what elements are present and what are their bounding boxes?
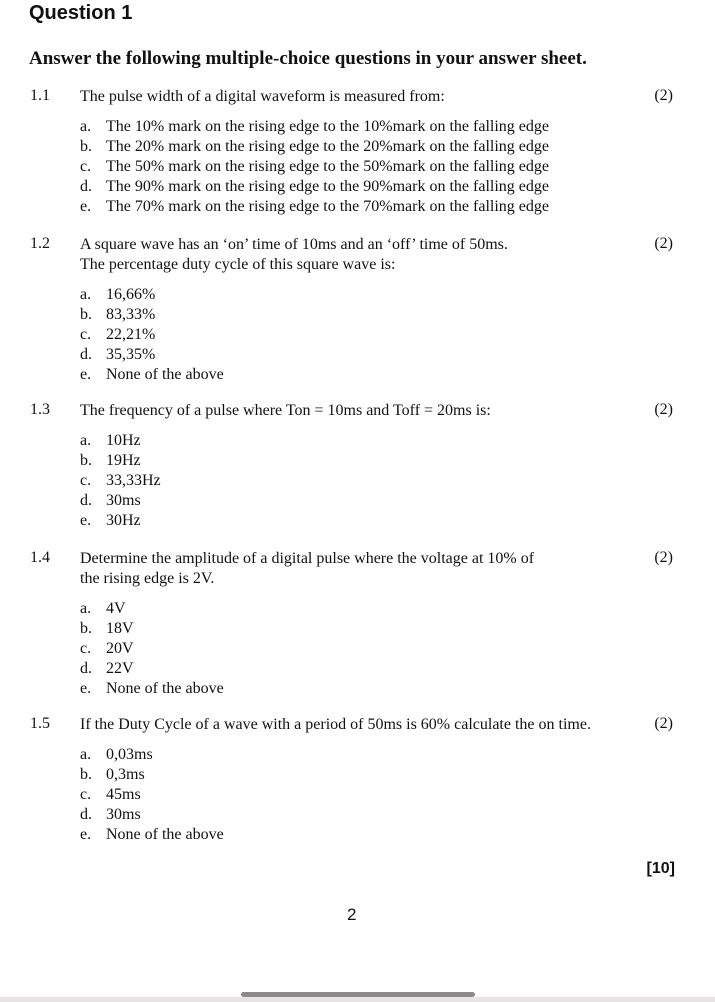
question-line: The frequency of a pulse where Ton = 10ms and Toff = 20ms is: xyxy=(80,402,491,419)
option-letter: e. xyxy=(80,512,92,529)
question-line: A square wave has an ‘on’ time of 10ms and an ‘off’ time of 50ms. xyxy=(80,236,508,253)
question-text xyxy=(80,87,445,107)
option xyxy=(80,117,549,137)
question-line: The percentage duty cycle of this square wave is: xyxy=(80,256,396,273)
question-text xyxy=(80,549,534,589)
page-number: 2 xyxy=(347,905,357,924)
option-text: 4V xyxy=(106,600,126,617)
options-list xyxy=(80,285,224,385)
option-text: 0,3ms xyxy=(106,766,145,783)
option xyxy=(80,765,224,785)
question-number: 1.1 xyxy=(30,87,50,104)
option-letter: d. xyxy=(80,346,92,363)
option-letter: b. xyxy=(80,306,92,323)
option-letter: e. xyxy=(80,826,92,843)
option xyxy=(80,177,549,197)
option-letter: a. xyxy=(80,118,92,135)
option-letter: a. xyxy=(80,600,92,617)
options-list xyxy=(80,745,224,845)
section-heading: Question 1 xyxy=(29,2,133,24)
option-text: The 20% mark on the rising edge to the 20%mark on the falling edge xyxy=(106,138,549,155)
option-text: The 50% mark on the rising edge to the 50%mark on the falling edge xyxy=(106,158,549,175)
question-number: 1.2 xyxy=(30,235,50,252)
option-text: 10Hz xyxy=(106,432,141,449)
option xyxy=(80,659,224,679)
option-text: None of the above xyxy=(106,680,224,697)
question-line: the rising edge is 2V. xyxy=(80,570,215,587)
option-letter: d. xyxy=(80,492,92,509)
option-text: 22V xyxy=(106,660,134,677)
option xyxy=(80,805,224,825)
question-marks: (2) xyxy=(654,715,673,732)
option xyxy=(80,197,549,217)
option-text: 30ms xyxy=(106,492,141,509)
option-letter: c. xyxy=(80,786,92,803)
instruction-text: Answer the following multiple-choice questions in your answer sheet. xyxy=(29,48,587,69)
options-list xyxy=(80,117,549,217)
option xyxy=(80,745,224,765)
options-list xyxy=(80,431,161,531)
question-line: The pulse width of a digital waveform is measured from: xyxy=(80,88,445,105)
option xyxy=(80,599,224,619)
option-letter: b. xyxy=(80,138,92,155)
option-letter: b. xyxy=(80,452,92,469)
option-letter: c. xyxy=(80,158,92,175)
question-marks: (2) xyxy=(654,235,673,252)
option-text: None of the above xyxy=(106,826,224,843)
option-text: None of the above xyxy=(106,366,224,383)
option-letter: d. xyxy=(80,806,92,823)
option-text: The 10% mark on the rising edge to the 10%mark on the falling edge xyxy=(106,118,549,135)
question-text xyxy=(80,235,508,275)
option xyxy=(80,345,224,365)
option-letter: a. xyxy=(80,746,92,763)
option-text: 16,66% xyxy=(106,286,156,303)
option xyxy=(80,157,549,177)
option xyxy=(80,137,549,157)
question-number: 1.3 xyxy=(30,401,50,418)
question-number: 1.5 xyxy=(30,715,50,732)
option xyxy=(80,491,161,511)
question-marks: (2) xyxy=(654,87,673,104)
option xyxy=(80,305,224,325)
option-letter: e. xyxy=(80,366,92,383)
question-marks: (2) xyxy=(654,401,673,418)
option xyxy=(80,325,224,345)
option-letter: b. xyxy=(80,620,92,637)
option-text: 45ms xyxy=(106,786,141,803)
option-letter: c. xyxy=(80,326,92,343)
option xyxy=(80,825,224,845)
option-text: 0,03ms xyxy=(106,746,153,763)
option-letter: d. xyxy=(80,660,92,677)
option-letter: a. xyxy=(80,286,92,303)
total-marks: [10] xyxy=(646,860,675,877)
option-text: 83,33% xyxy=(106,306,156,323)
option-text: The 70% mark on the rising edge to the 70%mark on the falling edge xyxy=(106,198,549,215)
option-text: 22,21% xyxy=(106,326,156,343)
option-text: 20V xyxy=(106,640,134,657)
option-text: 33,33Hz xyxy=(106,472,161,489)
question-text xyxy=(80,715,591,735)
option-letter: a. xyxy=(80,432,92,449)
option xyxy=(80,511,161,531)
question-line: If the Duty Cycle of a wave with a period of 50ms is 60% calculate the on time. xyxy=(80,716,591,733)
option xyxy=(80,285,224,305)
option-letter: d. xyxy=(80,178,92,195)
option xyxy=(80,365,224,385)
option xyxy=(80,619,224,639)
option xyxy=(80,471,161,491)
option xyxy=(80,785,224,805)
option-text: 18V xyxy=(106,620,134,637)
question-text xyxy=(80,401,491,421)
home-indicator[interactable] xyxy=(241,992,475,997)
option-text: The 90% mark on the rising edge to the 90%mark on the falling edge xyxy=(106,178,549,195)
option-letter: c. xyxy=(80,472,92,489)
option xyxy=(80,431,161,451)
option-text: 30ms xyxy=(106,806,141,823)
bottom-divider xyxy=(0,997,715,1002)
option-letter: e. xyxy=(80,198,92,215)
option-text: 19Hz xyxy=(106,452,141,469)
options-list xyxy=(80,599,224,699)
question-number: 1.4 xyxy=(30,549,50,566)
question-line: Determine the amplitude of a digital pulse where the voltage at 10% of xyxy=(80,550,535,567)
option xyxy=(80,451,161,471)
option xyxy=(80,679,224,699)
question-marks: (2) xyxy=(654,549,673,566)
option-text: 30Hz xyxy=(106,512,141,529)
option-text: 35,35% xyxy=(106,346,156,363)
option-letter: c. xyxy=(80,640,92,657)
option-letter: e. xyxy=(80,680,92,697)
option-letter: b. xyxy=(80,766,92,783)
option xyxy=(80,639,224,659)
